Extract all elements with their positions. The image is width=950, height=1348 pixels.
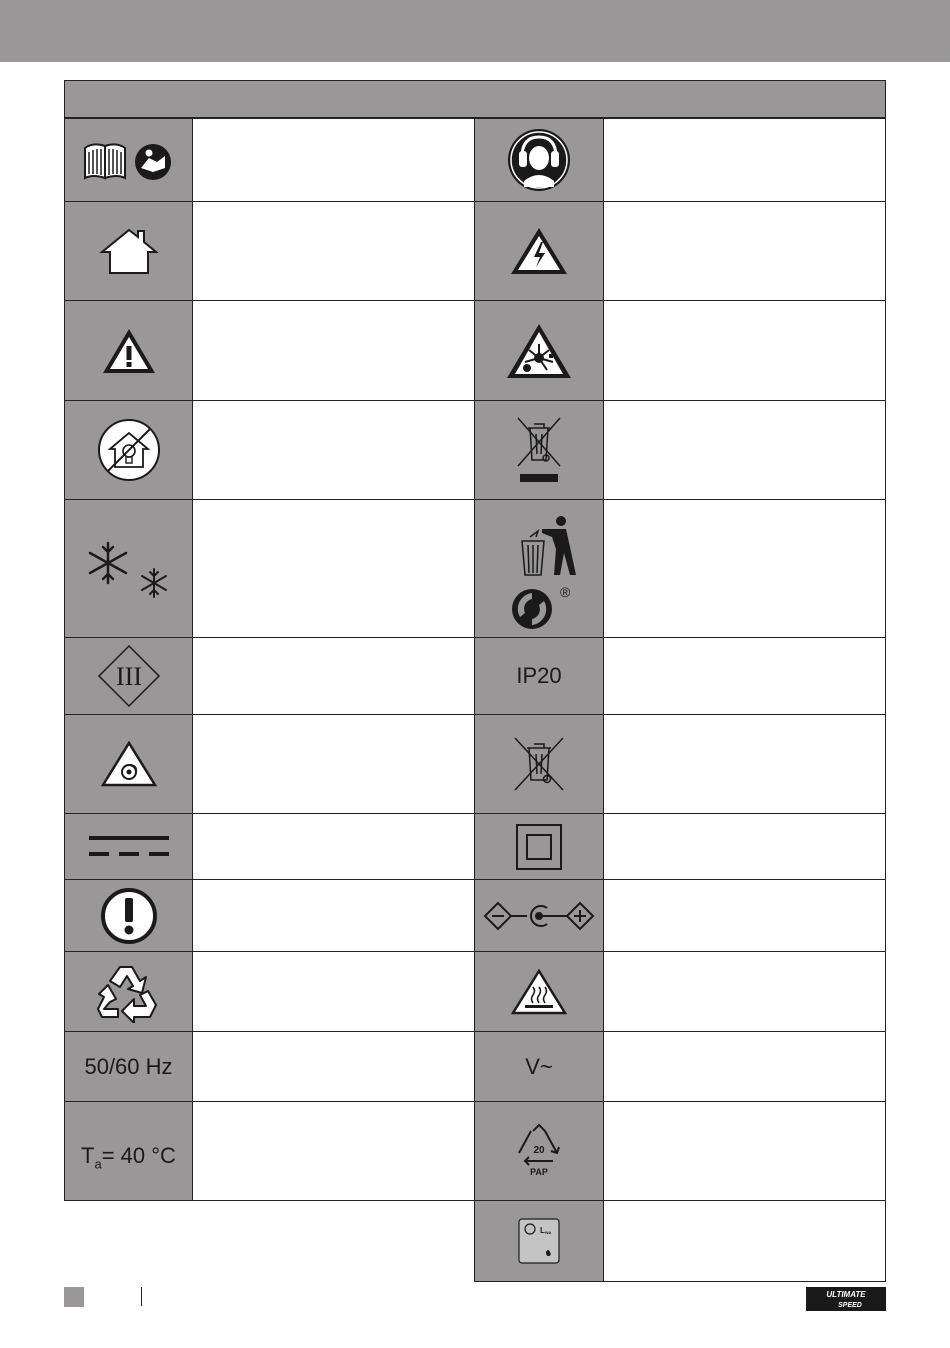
symbol-cell [64, 300, 193, 401]
lwa-label: LWA [540, 1226, 552, 1235]
symbol-cell [64, 499, 193, 638]
symbol-cell [64, 118, 193, 202]
symbol-cell [64, 400, 193, 500]
temperature-value: = 40 °C [101, 1142, 176, 1168]
logo-line-1: ULTIMATE [826, 1290, 866, 1299]
description-cell [603, 951, 886, 1032]
description-cell [192, 499, 475, 638]
description-cell [603, 1031, 886, 1102]
page-number-marker [64, 1287, 84, 1307]
weee-crossed-bin-icon [511, 734, 567, 794]
symbol-cell [474, 951, 604, 1032]
snowflake-icon [84, 539, 174, 599]
symbol-cell [64, 637, 193, 715]
symbol-cell [64, 201, 193, 301]
symbol-cell [64, 879, 193, 952]
symbol-cell [64, 951, 193, 1032]
registered-mark: ® [560, 583, 571, 600]
pap-20-recycling-icon [515, 1123, 563, 1179]
description-cell [192, 300, 475, 401]
symbol-cell [64, 813, 193, 880]
description-cell [192, 637, 475, 715]
symbol-cell [474, 637, 604, 715]
sound-power-level-icon [518, 1218, 560, 1264]
top-header-bar [0, 0, 950, 62]
voltage-label: V~ [525, 1053, 553, 1079]
rotating-parts-warning-icon [101, 739, 157, 789]
description-cell [603, 714, 886, 814]
explosion-warning-icon [505, 322, 573, 380]
description-cell [603, 813, 886, 880]
description-cell [603, 300, 886, 401]
footer-divider [141, 1287, 142, 1306]
weee-crossed-bin-bar-icon [514, 414, 564, 486]
description-cell [603, 201, 886, 301]
temperature-subscript: a [94, 1156, 102, 1172]
protection-class-ii-icon [515, 823, 563, 871]
description-cell [603, 400, 886, 500]
description-cell [603, 118, 886, 202]
symbol-cell [64, 1101, 193, 1201]
description-cell [603, 1200, 886, 1282]
symbol-cell [474, 499, 604, 638]
brand-logo [806, 1287, 886, 1311]
description-cell [603, 637, 886, 715]
description-cell [192, 813, 475, 880]
indoor-use-only-icon [96, 417, 162, 483]
temperature-symbol: T [81, 1142, 95, 1168]
description-cell [192, 1101, 475, 1201]
tidyman-green-dot-icon [494, 507, 584, 631]
symbol-cell [474, 201, 604, 301]
description-cell [192, 879, 475, 952]
symbol-cell [474, 118, 604, 202]
house-icon [99, 226, 159, 276]
description-cell [192, 714, 475, 814]
description-cell [192, 201, 475, 301]
description-cell [192, 951, 475, 1032]
direct-current-icon [87, 832, 171, 862]
symbol-cell [474, 400, 604, 500]
description-cell [603, 879, 886, 952]
protection-class-iii-icon [97, 644, 161, 708]
symbol-cell [474, 813, 604, 880]
description-cell [192, 1031, 475, 1102]
symbol-cell [474, 300, 604, 401]
polarity-icon [483, 899, 595, 933]
pap-label: PAP [530, 1167, 548, 1177]
description-cell [192, 400, 475, 500]
ear-protection-icon [506, 127, 572, 193]
symbol-cell [474, 714, 604, 814]
symbol-cell [64, 714, 193, 814]
description-cell [603, 499, 886, 638]
read-manual-icon [81, 138, 177, 182]
logo-line-2: SPEED [838, 1302, 862, 1309]
electric-shock-warning-icon [509, 225, 569, 277]
frequency-label: 50/60 Hz [84, 1053, 173, 1079]
symbol-cell [474, 1101, 604, 1201]
symbol-cell [474, 879, 604, 952]
symbol-cell [64, 1031, 193, 1102]
symbol-cell [474, 1200, 604, 1282]
ip20-label: IP20 [516, 663, 562, 688]
hot-surface-warning-icon [511, 967, 567, 1017]
description-cell [192, 118, 475, 202]
important-notice-icon [100, 887, 158, 945]
class-iii-label: III [115, 662, 142, 691]
description-cell [603, 1101, 886, 1201]
symbol-cell [474, 1031, 604, 1102]
pap-number: 20 [533, 1145, 545, 1156]
ambient-temperature-label [81, 1131, 176, 1171]
warning-icon [101, 326, 157, 376]
recycling-icon [96, 961, 162, 1023]
table-header [64, 80, 886, 118]
